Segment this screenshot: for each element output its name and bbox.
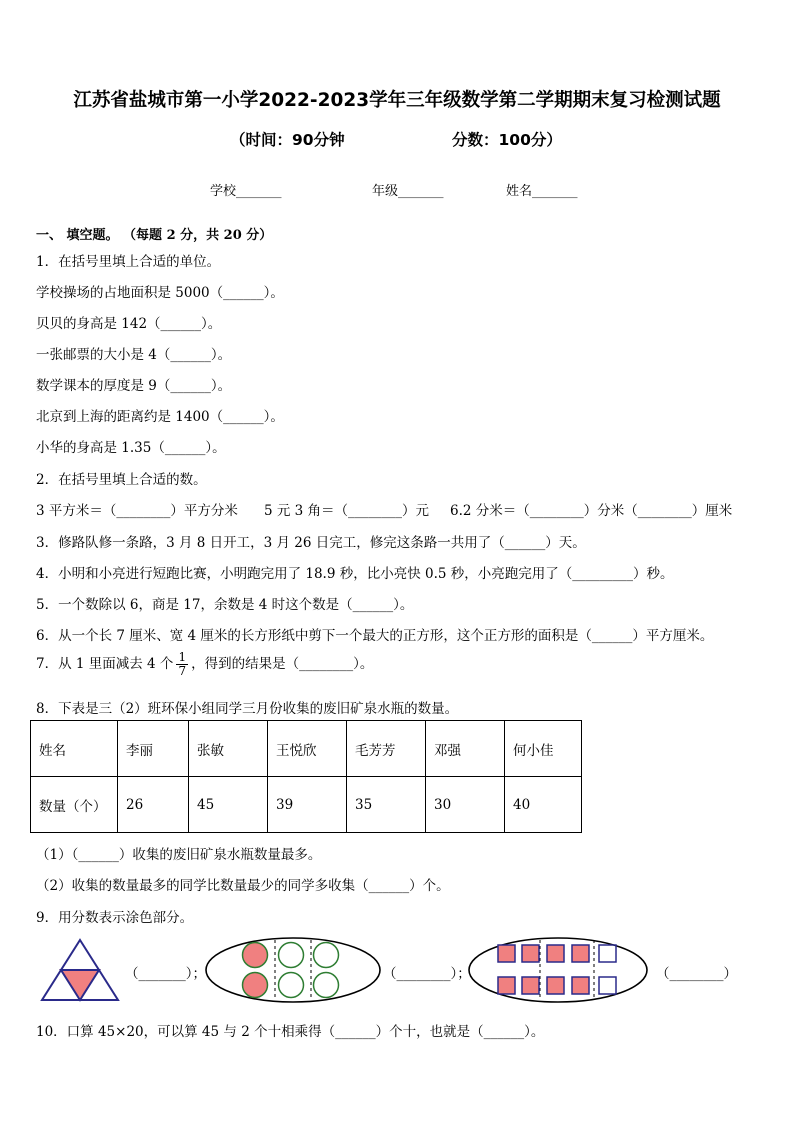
school-field: 学校_______: [210, 184, 282, 199]
squares-figure: [466, 935, 650, 1005]
table-cell: 45: [189, 777, 268, 833]
square-empty: [599, 945, 616, 962]
circle-empty: [314, 943, 339, 968]
circle-shaded: [243, 943, 268, 968]
question-1: 1．在括号里填上合适的单位。: [36, 254, 221, 270]
square-shaded: [572, 945, 589, 962]
table-cell: 数量（个）: [31, 777, 118, 833]
table-cell: 35: [347, 777, 426, 833]
question-8-2: （2）收集的数量最多的同学比数量最少的同学多收集（______）个。: [36, 878, 450, 894]
question-2: 2．在括号里填上合适的数。: [36, 472, 207, 488]
name-field: 姓名_______: [506, 184, 578, 199]
question-9-blank-2: （________）；: [383, 966, 471, 982]
question-9: 9．用分数表示涂色部分。: [36, 910, 194, 926]
table-cell: 40: [505, 777, 582, 833]
triangle-figure: [38, 936, 122, 1004]
triangle-shaded-part: [59, 969, 101, 998]
square-shaded: [547, 977, 564, 994]
square-shaded: [547, 945, 564, 962]
grade-field: 年级_______: [372, 184, 444, 199]
question-2a: 3 平方米＝（________）平方分米: [36, 503, 238, 519]
table-cell: 26: [118, 777, 189, 833]
question-6: 6．从一个长 7 厘米、宽 4 厘米的长方形纸中剪下一个最大的正方形，这个正方形的面积是（______）平方厘米。: [36, 628, 714, 644]
table-cell: 李丽: [118, 721, 189, 777]
question-1b: 贝贝的身高是 142（______）。: [36, 316, 222, 332]
page-title: 江苏省盐城市第一小学2022-2023学年三年级数学第二学期期末复习检测试题: [73, 90, 721, 111]
exam-time: （时间：90分钟: [230, 131, 345, 149]
question-7-suffix: ，得到的结果是（________）。: [191, 656, 374, 672]
square-shaded: [522, 977, 539, 994]
table-cell: 邓强: [426, 721, 505, 777]
square-shaded: [498, 945, 515, 962]
question-1c: 一张邮票的大小是 4（______）。: [36, 347, 232, 363]
table-row: [31, 777, 582, 833]
section-heading: 一、 填空题。 （每题 2 分，共 20 分）: [36, 228, 273, 243]
square-shaded: [522, 945, 539, 962]
table-cell: 张敏: [189, 721, 268, 777]
square-empty: [599, 977, 616, 994]
exam-score: 分数：100分）: [452, 131, 562, 149]
circles-outer-oval: [206, 938, 380, 1002]
square-shaded: [498, 977, 515, 994]
question-5: 5．一个数除以 6，商是 17，余数是 4 时这个数是（______）。: [36, 597, 414, 613]
circle-shaded: [243, 973, 268, 998]
square-shaded: [572, 977, 589, 994]
table-cell: 何小佳: [505, 721, 582, 777]
question-3: 3．修路队修一条路，3 月 8 日开工，3 月 26 日完工，修完这条路一共用了（______）天。: [36, 535, 586, 551]
question-1a: 学校操场的占地面积是 5000（______）。: [36, 285, 284, 301]
question-9-blank-1: （_______）；: [125, 966, 206, 982]
question-2b: 5 元 3 角＝（________）元: [264, 503, 430, 519]
fraction-one-seventh: [176, 651, 188, 678]
question-8: 8．下表是三（2）班环保小组同学三月份收集的废旧矿泉水瓶的数量。: [36, 701, 459, 717]
question-8-1: （1）（______）收集的废旧矿泉水瓶数量最多。: [36, 847, 322, 863]
table-cell: 毛芳芳: [347, 721, 426, 777]
question-9-blank-3: （________）: [656, 966, 737, 982]
bottle-count-table: [30, 720, 582, 833]
question-1f: 小华的身高是 1.35（______）。: [36, 440, 226, 456]
table-cell: 姓名: [31, 721, 118, 777]
question-1e: 北京到上海的距离约是 1400（______）。: [36, 409, 284, 425]
question-4: 4．小明和小亮进行短跑比赛，小明跑完用了 18.9 秒，比小亮快 0.5 秒，小亮跑完用了（_________）秒。: [36, 566, 674, 582]
table-cell: 39: [268, 777, 347, 833]
table-cell: 30: [426, 777, 505, 833]
circle-empty: [279, 943, 304, 968]
fraction-denominator: 7: [178, 664, 187, 678]
circle-empty: [279, 973, 304, 998]
question-10: 10．口算 45×20，可以算 45 与 2 个十相乘得（______）个十，也就是（______）。: [36, 1024, 545, 1040]
question-7-prefix: 7．从 1 里面减去 4 个: [36, 656, 174, 672]
question-1d: 数学课本的厚度是 9（______）。: [36, 378, 232, 394]
table-cell: 王悦欣: [268, 721, 347, 777]
table-row: [31, 721, 582, 777]
circles-figure: [203, 935, 383, 1005]
fraction-numerator: 1: [178, 650, 187, 664]
question-7: [36, 651, 373, 678]
question-2c: 6.2 分米＝（________）分米（________）厘米: [450, 503, 733, 519]
circle-empty: [314, 973, 339, 998]
